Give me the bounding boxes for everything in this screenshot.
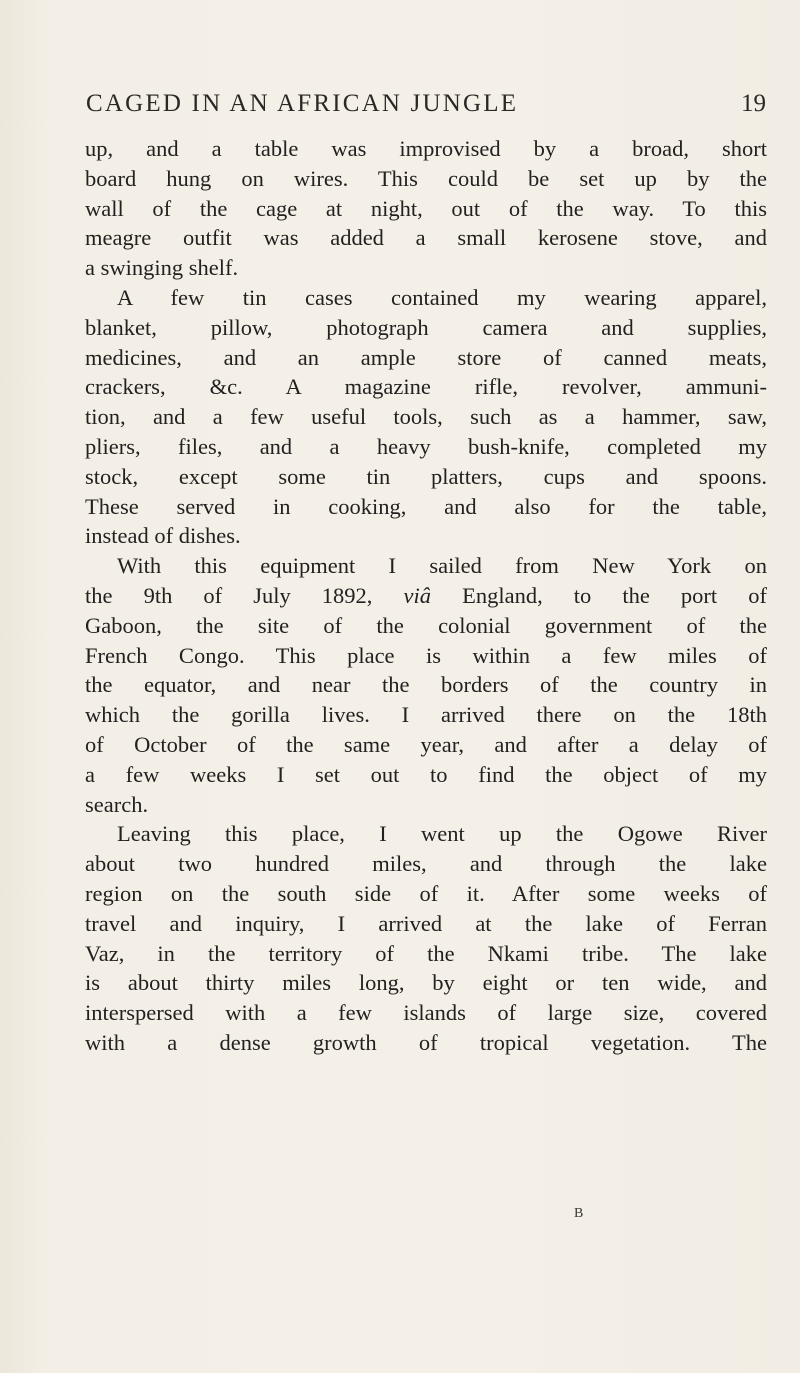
text-line: Gaboon, the site of the colonial government of the [85, 612, 767, 638]
text-line: wall of the cage at night, out of the way. To this [85, 195, 767, 221]
text-line: travel and inquiry, I arrived at the lake of Ferran [85, 910, 767, 936]
text-line: the 9th of July 1892, viâ England, to the port of [85, 582, 767, 608]
text-line: interspersed with a few islands of large size, covered [85, 1000, 767, 1026]
text-line: instead of dishes. [85, 523, 241, 549]
text-line: Vaz, in the territory of the Nkami tribe. The lake [85, 940, 767, 966]
signature-mark: B [574, 1206, 584, 1221]
text-line: which the gorilla lives. I arrived there on the 18th [85, 702, 767, 728]
text-line: stock, except some tin platters, cups and spoons. [85, 463, 767, 489]
body-text [85, 134, 767, 1058]
text-line: With this equipment I sailed from New York on [117, 553, 767, 579]
text-line: region on the south side of it. After some weeks of [85, 880, 767, 906]
text-line: of October of the same year, and after a delay of [85, 731, 767, 757]
text-line: board hung on wires. This could be set up by the [85, 165, 767, 191]
italic-word: viâ [403, 582, 432, 608]
text-line: search. [85, 791, 149, 817]
text-line: up, and a table was improvised by a broad, short [85, 136, 767, 161]
text-line: is about thirty miles long, by eight or ten wide, and [85, 970, 767, 996]
text-line: tion, and a few useful tools, such as a hammer, saw, [85, 404, 767, 430]
text-line: medicines, and an ample store of canned meats, [85, 344, 767, 370]
text-line: A few tin cases contained my wearing apparel, [117, 284, 767, 310]
text-line: meagre outfit was added a small kerosene stove, and [85, 225, 767, 251]
text-line: blanket, pillow, photograph camera and supplies, [85, 314, 767, 340]
text-line: French Congo. This place is within a few miles of [85, 642, 767, 668]
text-line: pliers, files, and a heavy bush-knife, completed my [85, 433, 767, 459]
text-line: the equator, and near the borders of the country in [85, 672, 767, 698]
text-line: a swinging shelf. [85, 255, 239, 281]
text-line: These served in cooking, and also for the table, [85, 493, 767, 519]
text-line: Leaving this place, I went up the Ogowe River [117, 821, 767, 847]
page-number: 19 [741, 90, 766, 117]
page-header [86, 90, 766, 126]
text-line: with a dense growth of tropical vegetation. The [85, 1029, 767, 1055]
text-line: about two hundred miles, and through the lake [85, 851, 767, 877]
running-head: CAGED IN AN AFRICAN JUNGLE [86, 90, 519, 117]
text-line: crackers, &c. A magazine rifle, revolver, ammuni- [85, 374, 767, 400]
text-line: a few weeks I set out to find the object of my [85, 761, 767, 787]
